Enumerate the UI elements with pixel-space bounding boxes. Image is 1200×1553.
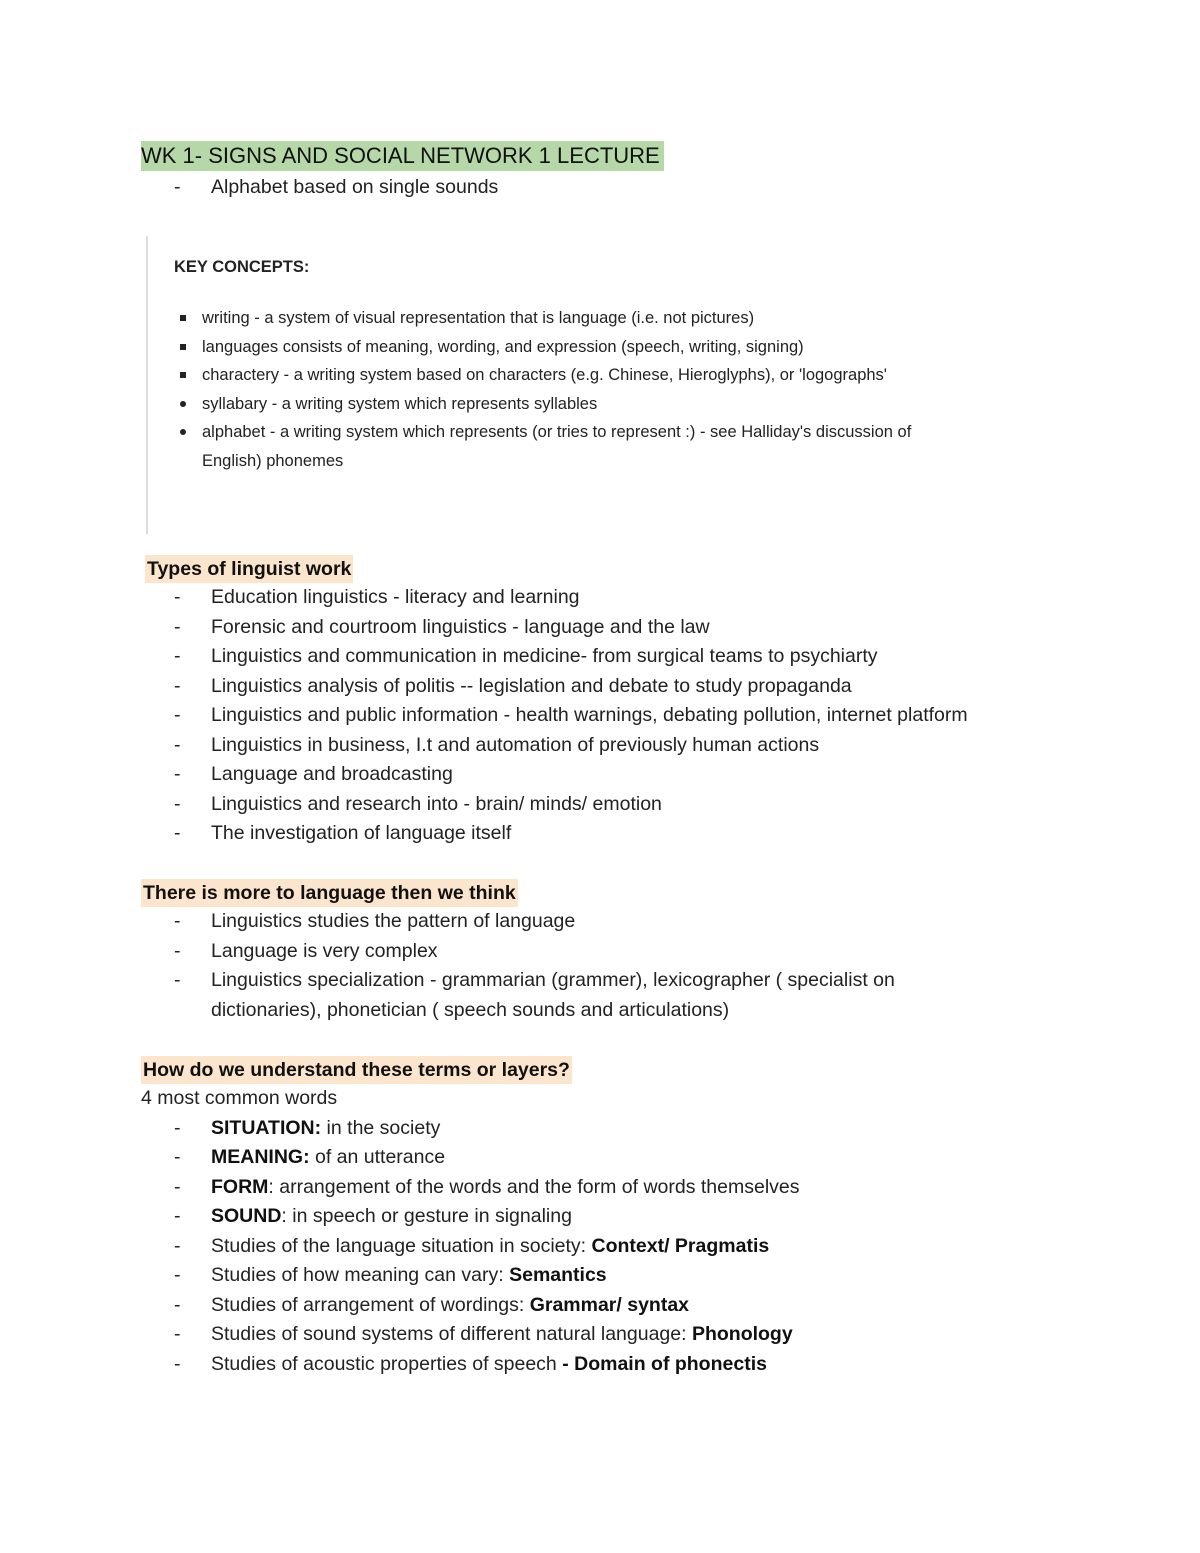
term-description: in the society [321, 1116, 441, 1139]
section-heading: How do we understand these terms or layers? [141, 1056, 572, 1084]
term-description: : arrangement of the words and the form of words themselves [268, 1175, 800, 1198]
key-concepts-block [146, 236, 988, 534]
study-description: Studies of sound systems of different natural language: [211, 1323, 692, 1345]
intro-list [141, 173, 1081, 203]
term-label: SOUND [211, 1205, 282, 1227]
key-concept-item: charactery - a writing system based on characters (e.g. Chinese, Hieroglyphs), or 'logographs' [174, 361, 974, 390]
list-item [141, 1320, 1081, 1350]
list-item: - Education linguistics - literacy and learning [141, 583, 1081, 613]
term-label: SITUATION: [211, 1116, 322, 1139]
study-description: Studies of arrangement of wordings: [211, 1293, 530, 1316]
key-concept-item: syllabary - a writing system which represents syllables [174, 390, 974, 419]
list-item [141, 1143, 1081, 1173]
list-item: - Linguistics specialization - grammarian (grammer), lexicographer ( specialist on dictionaries), phonetician ( speech sounds and articulations) [141, 966, 1001, 1025]
list-item [141, 1202, 1081, 1232]
list-item: - Linguistics and research into - brain/ minds/ emotion [141, 790, 1081, 820]
list-item: - Linguistics analysis of politis -- legislation and debate to study propaganda [141, 672, 1081, 702]
section-heading: There is more to language then we think [141, 879, 518, 907]
section-subtext: 4 most common words [141, 1087, 338, 1109]
more-section [141, 879, 1081, 1025]
list-item: - Language and broadcasting [141, 760, 1081, 790]
study-description: Studies of acoustic properties of speech [211, 1352, 563, 1375]
list-item: - Linguistics in business, I.t and automation of previously human actions [141, 731, 1081, 761]
list-item [141, 1173, 1081, 1203]
study-description: Studies of how meaning can vary: [211, 1264, 510, 1286]
key-concept-item: languages consists of meaning, wording, and expression (speech, writing, signing) [174, 333, 974, 362]
term-label: MEANING: [211, 1146, 310, 1168]
study-description: Studies of the language situation in society: [211, 1234, 592, 1257]
list-item [141, 1114, 1081, 1144]
list-item: - Language is very complex [141, 937, 1081, 967]
layers-section [141, 1056, 1081, 1379]
list-item [141, 1232, 1081, 1262]
list-item [141, 1350, 1081, 1380]
section-heading: Types of linguist work [145, 555, 353, 583]
study-field: Phonology [691, 1323, 793, 1345]
list-item: - The investigation of language itself [141, 819, 1081, 849]
list-item [141, 1261, 1081, 1291]
list-item [141, 1291, 1081, 1321]
types-section [141, 555, 1081, 849]
term-description: of an utterance [309, 1146, 446, 1168]
term-description: : in speech or gesture in signaling [281, 1205, 572, 1227]
list-item: - Forensic and courtroom linguistics - language and the law [141, 613, 1081, 643]
key-concepts-heading: KEY CONCEPTS: [174, 258, 310, 276]
page-title: WK 1- SIGNS AND SOCIAL NETWORK 1 LECTURE [141, 141, 664, 171]
key-concept-item: alphabet - a writing system which represents (or tries to represent :) - see Halliday's discussion of English) phonemes [174, 418, 974, 475]
list-item: - Alphabet based on single sounds [141, 173, 1081, 203]
term-label: FORM [211, 1175, 269, 1198]
list-item: - Linguistics and communication in medicine- from surgical teams to psychiarty [141, 642, 1081, 672]
study-field: Semantics [509, 1264, 607, 1286]
list-item: - Linguistics studies the pattern of language [141, 907, 1081, 937]
study-field: Context/ Pragmatis [591, 1234, 770, 1257]
key-concept-item: writing - a system of visual representation that is language (i.e. not pictures) [174, 304, 974, 333]
list-item: - Linguistics and public information - health warnings, debating pollution, internet platform [141, 701, 1081, 731]
study-field: - Domain of phonectis [562, 1352, 767, 1375]
study-field: Grammar/ syntax [529, 1293, 690, 1316]
